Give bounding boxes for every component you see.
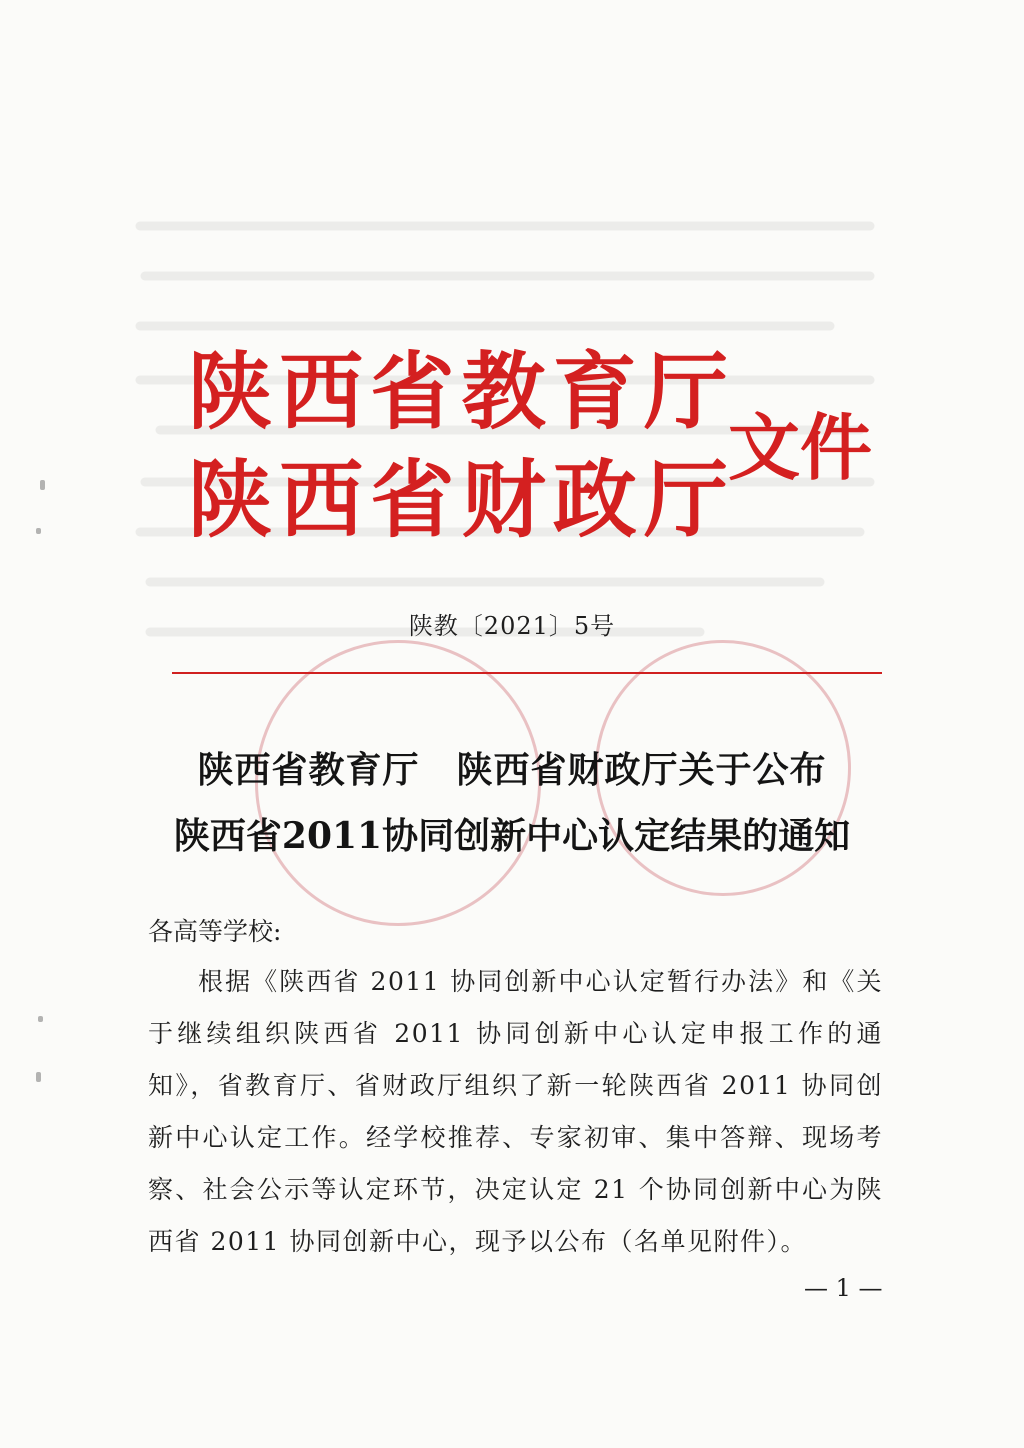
issuer-char: 陕 xyxy=(188,450,273,549)
issuer-char: 政 xyxy=(552,450,637,549)
scan-speck xyxy=(36,1072,41,1082)
scan-speck xyxy=(40,480,45,490)
page-number: — 1 — xyxy=(804,1274,883,1302)
issuer-char: 厅 xyxy=(643,342,728,441)
issuer-line-education xyxy=(188,342,728,441)
issuer-char: 财 xyxy=(461,450,546,549)
red-divider xyxy=(172,672,882,674)
notice-title-line-1: 陕西省教育厅 陕西省财政厅关于公布 xyxy=(197,749,827,791)
body-paragraph: 根据《陕西省 2011 协同创新中心认定暂行办法》和《关于继续组织陕西省 2011 协同创新中心认定申报工作的通知》，省教育厅、省财政厅组织了新一轮陕西省 2011 协同创新中心认定工作。经学校推荐、专家初审、集中答辩、现场考察、社会公示等认定环节，决定认定 21 个协同创新中心为陕西省 2011 协同创新中心，现予以公布（名单见附件）。 xyxy=(148,967,883,1256)
scan-speck xyxy=(38,1016,43,1022)
issuer-char: 育 xyxy=(552,342,637,441)
notice-title-line-2: 陕西省2011协同创新中心认定结果的通知 xyxy=(173,815,851,857)
issuer-char: 省 xyxy=(370,450,455,549)
issuer-char: 省 xyxy=(370,342,455,441)
issuer-char: 教 xyxy=(461,342,546,441)
issuer-char: 西 xyxy=(279,450,364,549)
scan-speck xyxy=(36,528,41,534)
issuer-char: 厅 xyxy=(643,450,728,549)
document-number: 陕教〔2021〕5号 xyxy=(408,612,616,640)
issuer-char: 西 xyxy=(279,342,364,441)
issuer-line-finance xyxy=(188,450,728,549)
document-type-label: 文件 xyxy=(728,405,873,490)
issuer-char: 陕 xyxy=(188,342,273,441)
salutation: 各高等学校: xyxy=(148,917,282,946)
